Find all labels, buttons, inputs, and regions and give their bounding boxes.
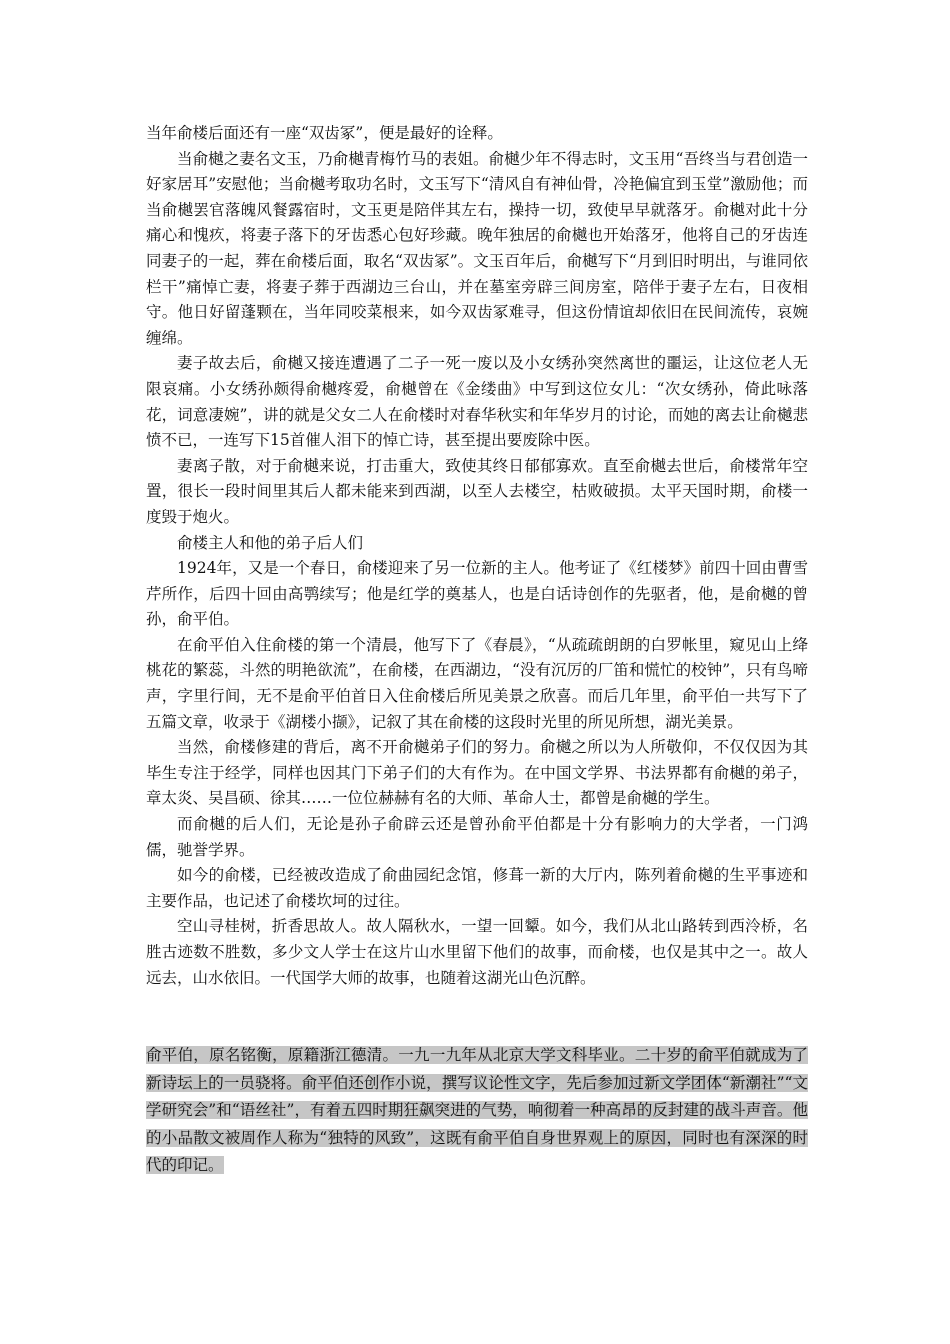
paragraph-3: 妻子故去后，俞樾又接连遭遇了二子一死一废以及小女绣孙突然离世的噩运，让这位老人无限哀痛。小女绣孙颇得俞樾疼爱，俞樾曾在《金缕曲》中写到这位女儿：“次女绣孙，倚此咏落花，词意凄婉”，讲的就是父女二人在俞楼时对春华秋实和年华岁月的讨论，而她的离去让俞樾悲愤不已，一连写下15首催人泪下的悼亡诗，甚至提出要废除中医。 (146, 354, 808, 450)
paragraph-6: 在俞平伯入住俞楼的第一个清晨，他写下了《春晨》，“从疏疏朗朗的白罗帐里，窥见山上绛桃花的繁蕊，斗然的明艳欲流”，在俞楼，在西湖边，“没有沉厉的厂笛和慌忙的校钟”，只有鸟啼声，字里行间，无不是俞平伯首日入住俞楼后所见美景之欣喜。而后几年里，俞平伯一共写下了五篇文章，收录于《湖楼小撷》，记叙了其在俞楼的这段时光里的所见所想，湖光美景。 (146, 635, 808, 731)
paragraph-5: 1924年，又是一个春日，俞楼迎来了另一位新的主人。他考证了《红楼梦》前四十回由曹雪芹所作，后四十回由高鹗续写；他是红学的奠基人，也是白话诗创作的先驱者，他，是俞樾的曾孙，俞平伯。 (146, 559, 808, 629)
paragraph-9: 如今的俞楼，已经被改造成了俞曲园纪念馆，修葺一新的大厅内，陈列着俞樾的生平事迹和主要作品，也记述了俞楼坎坷的过往。 (146, 866, 808, 910)
paragraph-4: 妻离子散，对于俞樾来说，打击重大，致使其终日郁郁寡欢。直至俞樾去世后，俞楼常年空置，很长一段时间里其后人都未能来到西湖，以至人去楼空，枯败破损。太平天国时期，俞楼一度毁于炮火。 (146, 456, 808, 526)
paragraph-1: 当年俞楼后面还有一座“双齿冢”，便是最好的诠释。 (146, 124, 503, 142)
author-note (146, 1042, 808, 1180)
paragraph-7: 当然，俞楼修建的背后，离不开俞樾弟子们的努力。俞樾之所以为人所敬仰，不仅仅因为其毕生专注于经学，同样也因其门下弟子们的大有作为。在中国文学界、书法界都有俞樾的弟子，章太炎、吴昌硕、徐其……一位位赫赫有名的大师、革命人士，都曾是俞樾的学生。 (146, 738, 808, 808)
section-heading: 俞楼主人和他的弟子后人们 (177, 533, 364, 552)
author-note-paragraph (146, 1042, 808, 1180)
paragraph-2: 当俞樾之妻名文玉，乃俞樾青梅竹马的表姐。俞樾少年不得志时，文玉用“吾终当与君创造一好家居耳”安慰他；当俞樾考取功名时，文玉写下“清风自有神仙骨，冷艳偏宜到玉堂”激励他；而当俞樾罢官落魄风餐露宿时，文玉更是陪伴其左右，操持一切，致使早早就落牙。俞樾对此十分痛心和愧疚，将妻子落下的牙齿悉心包好珍藏。晚年独居的俞樾也开始落牙，他将自己的牙齿连同妻子的一起，葬在俞楼后面，取名“双齿冢”。文玉百年后，俞樾写下“月到旧时明出，与谁同依栏干”痛悼亡妻，将妻子葬于西湖边三台山，并在墓室旁辟三间房室，陪伴于妻子左右，日夜相守。他日好留蓬颗在，当年同咬菜根来，如今双齿冢难寻，但这份情谊却依旧在民间流传，哀婉缠绵。 (146, 149, 808, 347)
article-body (146, 121, 808, 991)
paragraph-8: 而俞樾的后人们，无论是孙子俞辟云还是曾孙俞平伯都是十分有影响力的大学者，一门鸿儒，驰誉学界。 (146, 815, 808, 859)
paragraph-10: 空山寻桂树，折香思故人。故人隔秋水，一望一回颦。如今，我们从北山路转到西泠桥，名胜古迹数不胜数，多少文人学士在这片山水里留下他们的故事，而俞楼，也仅是其中之一。故人远去，山水依旧。一代国学大师的故事，也随着这湖光山色沉醉。 (146, 917, 808, 987)
highlighted-text: 俞平伯，原名铭衡，原籍浙江德清。一九一九年从北京大学文科毕业。二十岁的俞平伯就成为了新诗坛上的一员骁将。俞平伯还创作小说，撰写议论性文字，先后参加过新文学团体“新潮社”“文学研究会”和“语丝社”，有着五四时期狂飙突进的气势，响彻着一种高昂的反封建的战斗声音。他的小品散文被周作人称为“独特的风致”，这既有俞平伯自身世界观上的原因，同时也有深深的时代的印记。 (146, 1046, 808, 1175)
